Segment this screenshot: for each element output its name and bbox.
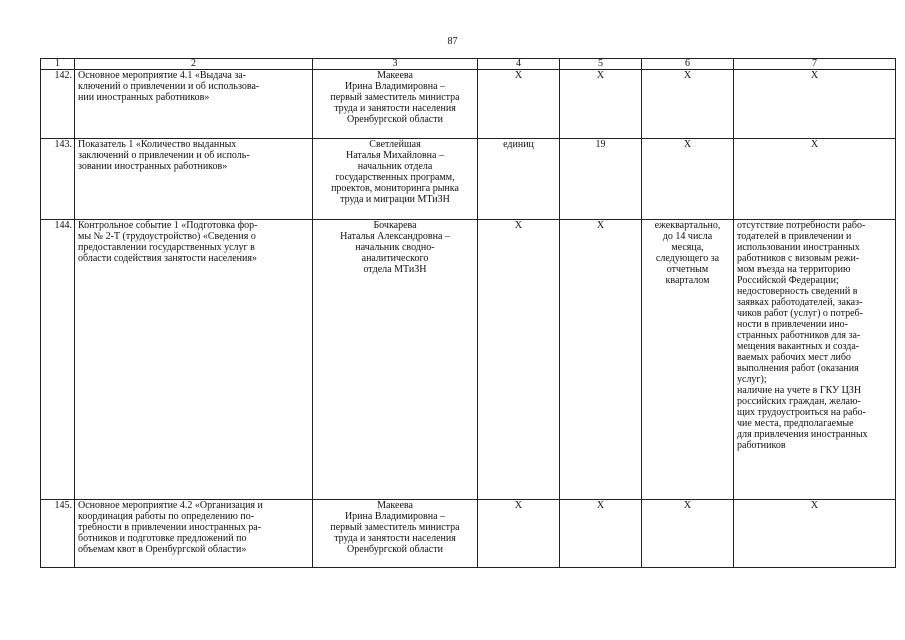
value-cell: X bbox=[560, 220, 642, 500]
row-number: 142. bbox=[41, 70, 75, 139]
row-number: 143. bbox=[41, 139, 75, 220]
header-cell: 6 bbox=[642, 59, 734, 70]
measures-table bbox=[40, 58, 896, 568]
responsible-person: Бочкарева Наталья Александровна – начальник сводно- аналитического отдела МТиЗН bbox=[340, 220, 450, 275]
note-cell: X bbox=[810, 70, 819, 81]
header-cell: 7 bbox=[734, 59, 896, 70]
table-row bbox=[41, 220, 896, 500]
responsible-person: Макеева Ирина Владимировна – первый заместитель министра труда и занятости населения Оренбургской области bbox=[330, 500, 460, 555]
note-cell: X bbox=[810, 500, 819, 511]
measure-name: Основное мероприятие 4.1 «Выдача за- ключений о привлечении и об использова- нии иностранных работников» bbox=[78, 70, 260, 103]
measure-name: Показатель 1 «Количество выданных заключений о привлечении и об исполь- зовании иностранных работников» bbox=[78, 139, 250, 172]
value-cell: 19 bbox=[560, 139, 642, 220]
deadline-cell: X bbox=[683, 139, 692, 150]
deadline-cell: X bbox=[683, 70, 692, 81]
measure-name: Основное мероприятие 4.2 «Организация и координация работы по определению по- требности в привлечении иностранных ра- ботников и подготовке предложений по объемам квот в Оренбургской области» bbox=[78, 500, 263, 555]
row-number: 144. bbox=[41, 220, 75, 500]
header-cell: 3 bbox=[313, 59, 478, 70]
table-row bbox=[41, 500, 896, 568]
value-cell: X bbox=[560, 70, 642, 139]
responsible-person: Макеева Ирина Владимировна – первый заместитель министра труда и занятости населения Оренбургской области bbox=[330, 70, 460, 125]
table-row bbox=[41, 139, 896, 220]
page-number: 87 bbox=[447, 36, 458, 47]
note-cell: X bbox=[810, 139, 819, 150]
unit-cell: единиц bbox=[478, 139, 560, 220]
value-cell: X bbox=[560, 500, 642, 568]
deadline-cell: X bbox=[683, 500, 692, 511]
note-cell: отсутствие потребности рабо- тодателей в привлечении и использовании иностранных работников с визовым режи- мом въезда на территорию Российской Федерации; недостоверность сведений в заявках работодателей, заказ- чиков работ (услуг) о потреб- ности в привлечении ино- странных работников для за- мещения вакантных и созда- ваемых рабочих мест либо выполнения работ (оказания услуг); наличие на учете в ГКУ ЦЗН российских граждан, желаю- щих трудоустроиться на рабо- чие места, предполагаемые для привлечения иностранных работников bbox=[737, 220, 868, 451]
header-cell: 2 bbox=[75, 59, 313, 70]
header-cell: 1 bbox=[41, 59, 75, 70]
table-row bbox=[41, 70, 896, 139]
header-cell: 4 bbox=[478, 59, 560, 70]
unit-cell: X bbox=[478, 220, 560, 500]
unit-cell: X bbox=[478, 70, 560, 139]
header-cell: 5 bbox=[560, 59, 642, 70]
measure-name: Контрольное событие 1 «Подготовка фор- мы № 2-Т (трудоустройство) «Сведения о предоставлении государственных услуг в области содействия занятости населения» bbox=[78, 220, 258, 264]
responsible-person: Светлейшая Наталья Михайловна – начальник отдела государственных программ, проектов, мониторинга рынка труда и миграции МТиЗН bbox=[331, 139, 459, 205]
unit-cell: X bbox=[478, 500, 560, 568]
table-header-row bbox=[41, 59, 896, 70]
row-number: 145. bbox=[41, 500, 75, 568]
deadline-cell: ежеквартально, до 14 числа месяца, следующего за отчетным кварталом bbox=[654, 220, 721, 286]
